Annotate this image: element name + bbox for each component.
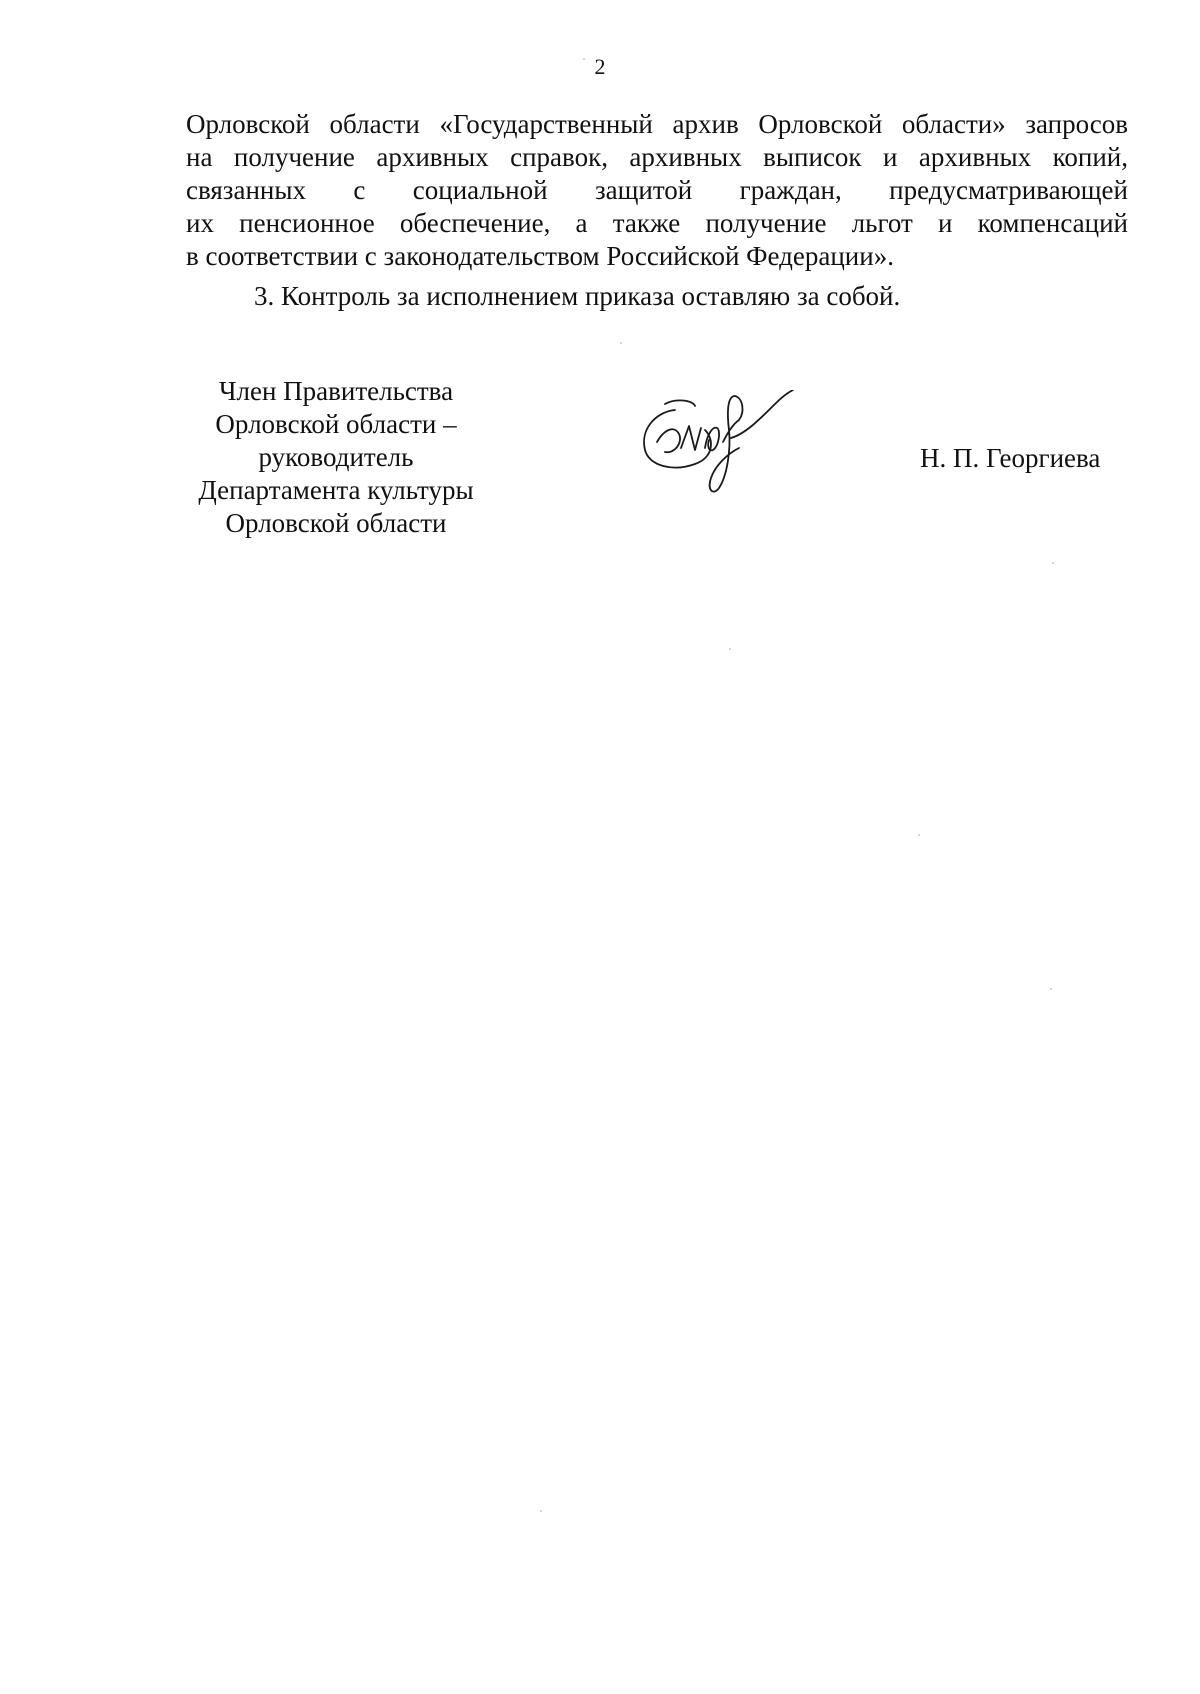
- signer-title-line: Орловской области: [225, 508, 447, 538]
- signer-title-line: Орловской области –: [215, 409, 457, 439]
- signer-name: Н. П. Георгиева: [920, 443, 1101, 473]
- paragraph-3: 3. Контроль за исполнением приказа оставляю за собой.: [254, 281, 901, 311]
- scan-speck: [729, 648, 731, 650]
- scan-speck: [1050, 988, 1052, 990]
- text-line: связанных с социальной защитой граждан, предусматривающей: [186, 175, 1128, 205]
- signer-title-line: Департамента культуры: [198, 475, 474, 505]
- signer-title: [176, 375, 496, 540]
- signer-title-line: руководитель: [258, 442, 414, 472]
- scan-speck: [1052, 562, 1054, 564]
- paragraph-continuation: [186, 108, 1128, 273]
- text-line: в соответствии с законодательством Российской Федерации».: [186, 241, 894, 271]
- text-line: Орловской области «Государственный архив Орловской области» запросов: [186, 109, 1128, 139]
- scan-speck: [583, 58, 585, 60]
- page-number: 2: [594, 54, 606, 79]
- scan-speck: [620, 342, 622, 344]
- scan-speck: [540, 1510, 542, 1512]
- text-line: их пенсионное обеспечение, а также получение льгот и компенсаций: [186, 208, 1128, 238]
- text-line: на получение архивных справок, архивных выписок и архивных копий,: [186, 142, 1128, 172]
- signature-icon: [635, 390, 835, 530]
- signer-title-line: Член Правительства: [218, 376, 454, 406]
- scan-speck: [918, 834, 920, 836]
